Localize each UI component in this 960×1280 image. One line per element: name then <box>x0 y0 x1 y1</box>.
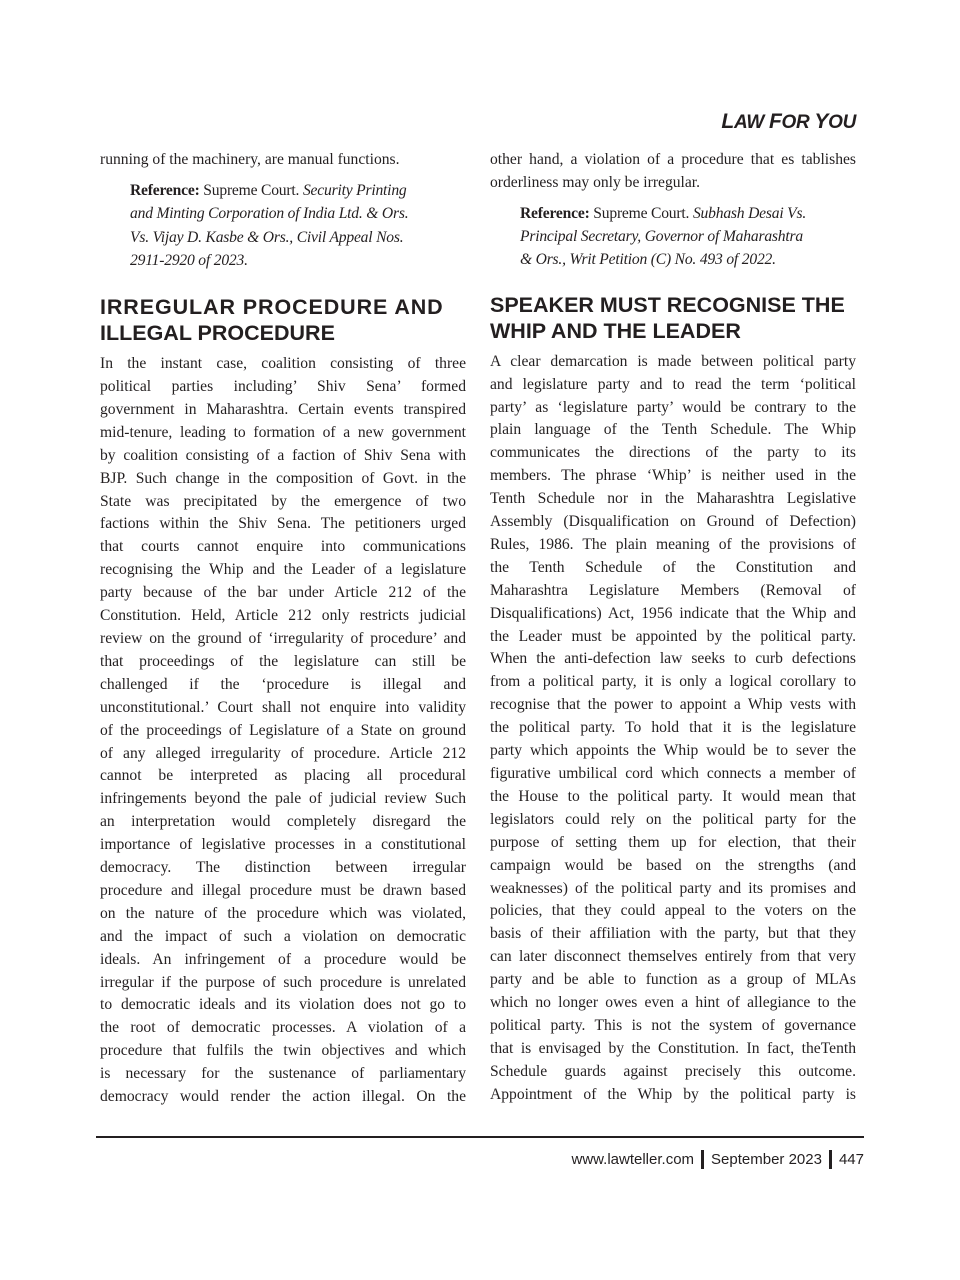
body-line: A clear demarcation is made between political party <box>490 352 856 370</box>
body-line: democracy would render the action illegal. On the <box>100 1088 466 1106</box>
body-line: democracy. The distinction between irregular <box>100 859 466 877</box>
body-line: BJP. Such change in the composition of Govt. in the <box>100 469 466 487</box>
section-heading: IRREGULAR PROCEDURE AND <box>100 295 444 320</box>
body-line: the Leader must be appointed by the political party. <box>490 627 856 645</box>
left-body <box>100 353 466 1109</box>
body-line: importance of legislative processes in a constitutional <box>100 836 466 854</box>
body-line: State was precipitated by the emergence of two <box>100 492 466 510</box>
section-heading: WHIP AND THE LEADER <box>490 318 741 343</box>
body-line: procedure and illegal procedure must be drawn based <box>100 881 466 899</box>
website-link[interactable]: www.lawteller.com <box>571 1151 695 1168</box>
body-line: legislators could rely on the political party for the <box>490 810 856 828</box>
body-line: members. The phrase ‘Whip’ is neither used in the <box>490 467 856 485</box>
body-line: recognise that the power to appoint a Whip vests with <box>490 696 856 714</box>
reference-line: Security Printing <box>302 181 407 199</box>
header-part: OR <box>781 112 815 133</box>
right-column <box>490 149 856 1107</box>
body-line: an interpretation would completely disregard the <box>100 813 466 831</box>
body-line: by coalition consisting of a faction of Shiv Sena with <box>100 446 466 464</box>
reference-line: Principal Secretary, Governor of Maharashtra <box>520 228 803 246</box>
divider <box>829 1150 832 1169</box>
body-line: Appointment of the Whip by the political party is <box>490 1085 856 1103</box>
reference-block <box>490 202 856 272</box>
body-line: the root of democratic processes. A violation of a <box>100 1019 466 1037</box>
reference-label: Reference: <box>520 204 590 222</box>
body-line: the House to the political party. It would mean that <box>490 787 856 805</box>
divider <box>701 1150 704 1169</box>
body-line: government in Maharashtra. Certain events transpired <box>100 400 466 418</box>
body-line: ideals. An infringement of a procedure would be <box>100 950 466 968</box>
body-line: purpose of setting them up for election, that their <box>490 833 856 851</box>
body-line: challenged if the ‘procedure is illegal and <box>100 675 466 693</box>
reference-court: Supreme Court. <box>199 181 303 199</box>
body-line: plain language of the Tenth Schedule. The Whip <box>490 421 856 439</box>
body-line: Disqualifications) Act, 1956 indicate that the Whip and <box>490 604 856 622</box>
body-line: recognising the Whip and the Leader of a legislature <box>100 561 466 579</box>
body-line: Schedule guards against precisely this outcome. <box>490 1062 856 1080</box>
body-line: which no longer owes even a hint of allegiance to the <box>490 994 856 1012</box>
reference-line: Subhash Desai Vs. <box>692 204 807 222</box>
reference-block <box>100 179 466 272</box>
header-part: OU <box>828 112 856 133</box>
header-part: L <box>721 110 734 133</box>
footer <box>572 1150 865 1169</box>
body-line: factions within the Shiv Sena. The petitioners urged <box>100 515 466 533</box>
header-part: Y <box>814 110 829 133</box>
intro-line: orderliness may only be irregular. <box>490 173 701 191</box>
reference-line: 2911-2920 of 2023. <box>130 251 248 269</box>
body-line: that proceedings of the legislature can still be <box>100 652 466 670</box>
body-line: to democratic ideals and its violation does not go to <box>100 996 466 1014</box>
body-line: political parties including’ Shiv Sena’ formed <box>100 378 466 395</box>
body-line: of any alleged irregularity of procedure. Article 212 <box>100 744 466 762</box>
footer-rule <box>96 1136 864 1138</box>
intro-line: running of the machinery, are manual functions. <box>100 151 400 168</box>
body-line: Assembly (Disqualification on Ground of Defection) <box>490 513 856 531</box>
body-line: and the impact of such a violation on democratic <box>100 927 466 945</box>
body-line: from a political party, it is only a logical corollary to <box>490 673 856 691</box>
body-line: Maharashtra Legislature Members (Removal of <box>490 581 856 599</box>
body-line: party because of the bar under Article 212 of the <box>100 584 466 602</box>
page-number: 447 <box>838 1151 864 1168</box>
left-heading-block <box>100 294 466 346</box>
body-line: In the instant case, coalition consisting of three <box>100 355 466 373</box>
body-line: infringements beyond the pale of judicial review Such <box>100 790 466 808</box>
left-column <box>100 149 466 1109</box>
body-line: party’ as ‘legislature party’ would be contrary to the <box>490 398 856 416</box>
header-part: F <box>768 110 782 133</box>
body-line: figurative umbilical cord which connects a member of <box>490 765 856 783</box>
issue-date: September 2023 <box>711 1151 822 1168</box>
body-line: cannot be interpreted as placing all procedural <box>100 767 466 785</box>
body-line: of the proceedings of Legislature of a State on ground <box>100 721 466 739</box>
body-line: the Tenth Schedule of the Constitution and <box>490 558 856 576</box>
body-line: policies, that they could appeal to the voters on the <box>490 902 856 920</box>
section-heading: SPEAKER MUST RECOGNISE THE <box>490 292 845 317</box>
body-line: communicates the directions of the party to its <box>490 444 856 462</box>
body-line: political party. This is not the system of governance <box>490 1016 856 1034</box>
body-line: is necessary for the sustenance of parliamentary <box>100 1065 466 1083</box>
body-line: procedure that fulfils the twin objectives and which <box>100 1042 466 1060</box>
body-line: basis of their affiliation with the party, but that they <box>490 925 856 943</box>
body-line: When the anti-defection law seeks to curb defections <box>490 650 856 668</box>
section-heading: ILLEGAL PROCEDURE <box>100 321 335 346</box>
body-line: review on the ground of ‘irregularity of procedure’ and <box>100 629 466 647</box>
body-line: Constitution. Held, Article 212 only restricts judicial <box>100 607 466 625</box>
reference-court: Supreme Court. <box>589 204 693 222</box>
body-line: Tenth Schedule nor in the Maharashtra Legislative <box>490 490 856 508</box>
body-line: irregular if the purpose of such procedure is unrelated <box>100 973 466 991</box>
body-line: Rules, 1986. The plain meaning of the provisions of <box>490 535 856 553</box>
body-line: weaknesses) of the political party and its promises and <box>490 879 856 897</box>
body-line: on the nature of the procedure which was violated, <box>100 904 466 922</box>
body-line: can later disconnect themselves entirely from that very <box>490 948 856 966</box>
right-heading-block <box>490 292 856 344</box>
body-line: mid-tenure, leading to formation of a new government <box>100 423 466 441</box>
body-line: that is envisaged by the Constitution. In fact, theTenth <box>490 1039 856 1057</box>
reference-label: Reference: <box>130 181 200 199</box>
reference-line: Vs. Vijay D. Kasbe & Ors., Civil Appeal Nos. <box>130 228 404 246</box>
reference-line: and Minting Corporation of India Ltd. & Ors. <box>130 205 409 223</box>
body-line: and legislature party and to read the term ‘political <box>490 375 856 393</box>
body-line: the political party. To hold that it is the legislature <box>490 719 856 737</box>
body-line: unconstitutional.’ Court shall not enquire into validity <box>100 698 466 716</box>
body-line: party which appoints the Whip would be to sever the <box>490 742 856 760</box>
reference-line: & Ors., Writ Petition (C) No. 493 of 2022. <box>520 251 776 269</box>
body-line: party and be able to function as a group of MLAs <box>490 971 856 989</box>
intro-line: other hand, a violation of a procedure that es tablishes <box>490 151 856 168</box>
header-part: AW <box>733 112 769 133</box>
running-header <box>721 110 856 134</box>
right-body <box>490 351 856 1107</box>
body-line: campaign would be based on the strengths (and <box>490 856 856 874</box>
body-line: that courts cannot enquire into communications <box>100 538 466 556</box>
